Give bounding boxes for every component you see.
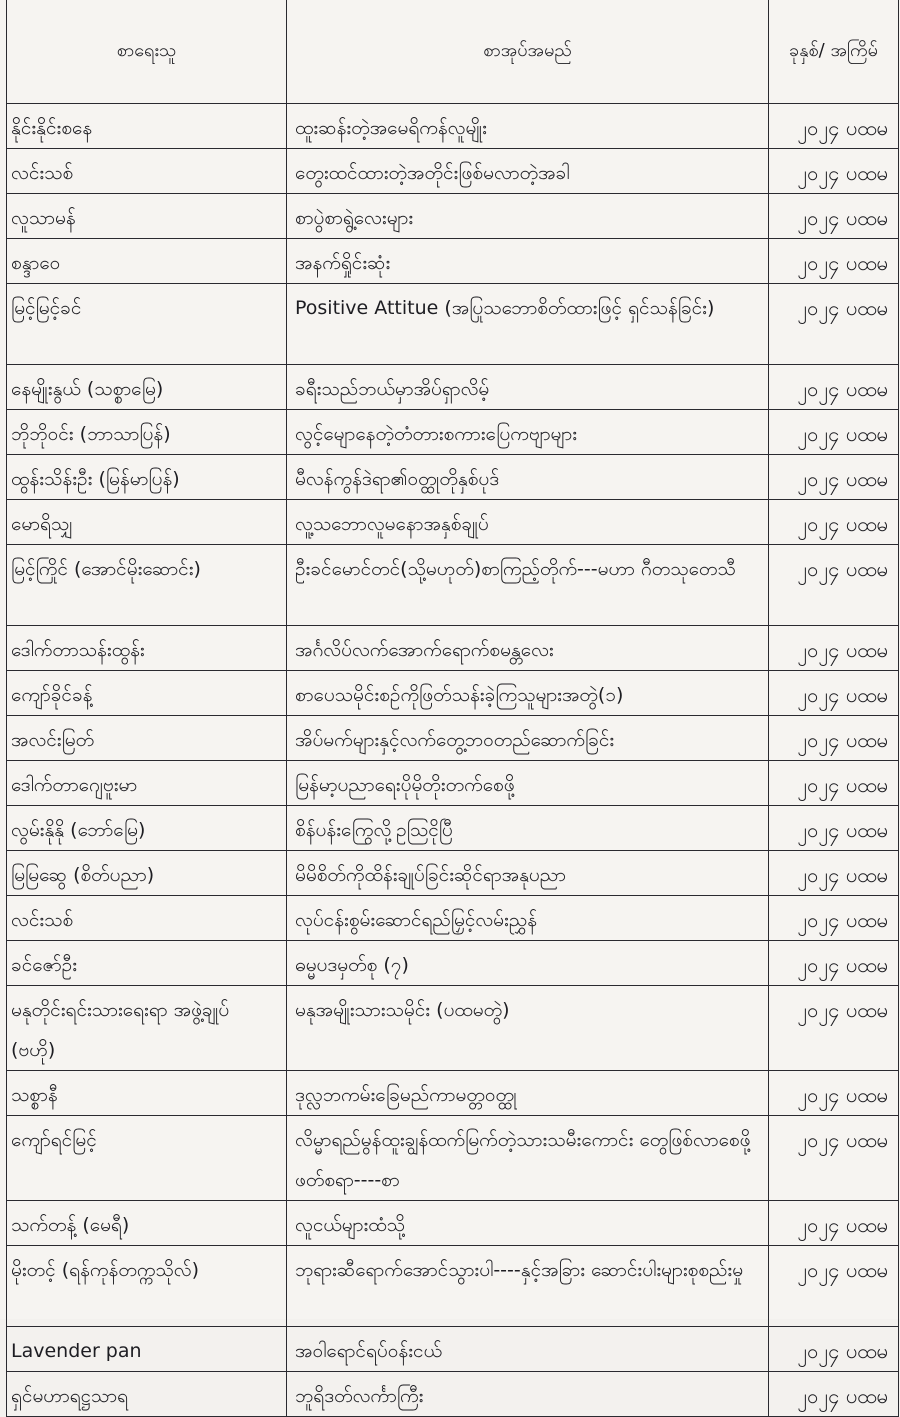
year-edition-cell: ၂၀၂၄ ပထမ	[769, 896, 899, 941]
table-row	[7, 284, 899, 365]
year-edition-cell: ၂၀၂၄ ပထမ	[769, 851, 899, 896]
table-row	[7, 194, 899, 239]
author-cell: မြမြဆွေ (စိတ်ပညာ)	[7, 851, 287, 896]
title-cell: တွေးထင်ထားတဲ့အတိုင်းဖြစ်မလာတဲ့အခါ	[287, 149, 769, 194]
title-cell: လူ့သဘောလူမနောအနှစ်ချုပ်	[287, 500, 769, 545]
header-year-edition: ခုနှစ်/ အကြိမ်	[769, 0, 899, 104]
author-cell: Lavender pan	[7, 1327, 287, 1372]
author-cell: မနုတိုင်းရင်းသားရေးရာ အဖွဲ့ချုပ် (ဗဟို)	[7, 986, 287, 1071]
title-cell: စာပွဲစာရွဲ့လေးများ	[287, 194, 769, 239]
author-cell: လူသာမန်	[7, 194, 287, 239]
title-cell: ဘုရားဆီရောက်အောင်သွားပါ----နှင့်အခြား ဆောင်းပါးများစုစည်းမှု	[287, 1246, 769, 1327]
table-row	[7, 986, 899, 1071]
table-row	[7, 1071, 899, 1116]
table-row	[7, 239, 899, 284]
table-row	[7, 1246, 899, 1327]
table-row	[7, 410, 899, 455]
year-edition-cell: ၂၀၂၄ ပထမ	[769, 284, 899, 365]
author-cell: မောရိသျှ	[7, 500, 287, 545]
header-title: စာအုပ်အမည်	[287, 0, 769, 104]
year-edition-cell: ၂၀၂၄ ပထမ	[769, 239, 899, 284]
title-cell: စိန်ပန်းကြွေလို့ဥဩငိုပြီ	[287, 806, 769, 851]
table-row	[7, 1201, 899, 1246]
title-cell: လူငယ်များထံသို့	[287, 1201, 769, 1246]
title-cell: ခရီးသည်ဘယ်မှာအိပ်ရှာလိမ့်	[287, 365, 769, 410]
author-cell: လင်းသစ်	[7, 896, 287, 941]
title-cell: ဓမ္မပဒမှတ်စု (၇)	[287, 941, 769, 986]
author-cell: သစ္စာနီ	[7, 1071, 287, 1116]
author-cell: ရှင်မဟာရဋ္ဌသာရ	[7, 1372, 287, 1417]
table-row	[7, 896, 899, 941]
year-edition-cell: ၂၀၂၄ ပထမ	[769, 1327, 899, 1372]
year-edition-cell: ၂၀၂၄ ပထမ	[769, 455, 899, 500]
header-row	[7, 0, 899, 104]
table-row	[7, 500, 899, 545]
table-row	[7, 1116, 899, 1201]
table-row	[7, 806, 899, 851]
year-edition-cell: ၂၀၂၄ ပထမ	[769, 545, 899, 626]
title-cell: မီလန်ကွန်ဒဲရာ၏ဝတ္ထုတိုနှစ်ပုဒ်	[287, 455, 769, 500]
author-cell: နိုင်းနိုင်းစနေ	[7, 104, 287, 149]
year-edition-cell: ၂၀၂၄ ပထမ	[769, 149, 899, 194]
author-cell: ဒေါက်တာသန်းထွန်း	[7, 626, 287, 671]
author-cell: သက်တန့် (မေရီ)	[7, 1201, 287, 1246]
title-cell: အနက်ရှိုင်းဆုံး	[287, 239, 769, 284]
year-edition-cell: ၂၀၂၄ ပထမ	[769, 806, 899, 851]
title-cell: အင်္ဂလိပ်လက်အောက်ရောက်စမန္တလေး	[287, 626, 769, 671]
title-cell: ထူးဆန်းတဲ့အမေရိကန်လူမျိုး	[287, 104, 769, 149]
title-cell: အဝါရောင်ရပ်ဝန်းငယ်	[287, 1327, 769, 1372]
title-cell: မနုအမျိုးသားသမိုင်း (ပထမတွဲ)	[287, 986, 769, 1071]
table-row	[7, 851, 899, 896]
year-edition-cell: ၂၀၂၄ ပထမ	[769, 626, 899, 671]
table-row	[7, 716, 899, 761]
table-row	[7, 455, 899, 500]
author-cell: လင်းသစ်	[7, 149, 287, 194]
title-cell: ဒုလ္လဘကမ်းခြေမည်ကာမတ္တဝတ္ထု	[287, 1071, 769, 1116]
header-author: စာရေးသူ	[7, 0, 287, 104]
title-cell: မြန်မာ့ပညာရေးပိုမိုတိုးတက်စေဖို့	[287, 761, 769, 806]
author-cell: လွမ်းနိုနို (ဘော်မြေ)	[7, 806, 287, 851]
year-edition-cell: ၂၀၂၄ ပထမ	[769, 1201, 899, 1246]
book-list-table	[6, 0, 899, 1417]
table-row	[7, 941, 899, 986]
year-edition-cell: ၂၀၂၄ ပထမ	[769, 1116, 899, 1201]
year-edition-cell: ၂၀၂၄ ပထမ	[769, 1372, 899, 1417]
author-cell: အလင်းမြတ်	[7, 716, 287, 761]
author-cell: ဘိုဘိုဝင်း (ဘာသာပြန်)	[7, 410, 287, 455]
table-row	[7, 365, 899, 410]
table-row	[7, 626, 899, 671]
author-cell: မြင့်မြင့်ခင်	[7, 284, 287, 365]
year-edition-cell: ၂၀၂၄ ပထမ	[769, 410, 899, 455]
year-edition-cell: ၂၀၂၄ ပထမ	[769, 716, 899, 761]
title-cell: လွင့်မျောနေတဲ့တံတားစကားပြေကဗျာများ	[287, 410, 769, 455]
year-edition-cell: ၂၀၂၄ ပထမ	[769, 365, 899, 410]
table-row	[7, 545, 899, 626]
author-cell: နေမျိုးနွယ် (သစ္စာမြေ)	[7, 365, 287, 410]
title-cell: ဦးခင်မောင်တင်(သို့မဟုတ်)စာကြည့်တိုက်---မဟာ ဂီတသုတေသီ	[287, 545, 769, 626]
author-cell: ကျော်ရင်မြင့်	[7, 1116, 287, 1201]
author-cell: ခင်ဇော်ဦး	[7, 941, 287, 986]
year-edition-cell: ၂၀၂၄ ပထမ	[769, 761, 899, 806]
year-edition-cell: ၂၀၂၄ ပထမ	[769, 986, 899, 1071]
title-cell: Positive Attitue (အပြုသဘောစိတ်ထားဖြင့် ရှင်သန်ခြင်း)	[287, 284, 769, 365]
table-row	[7, 1372, 899, 1417]
table-row	[7, 149, 899, 194]
author-cell: ကျော်ခိုင်ခန့်	[7, 671, 287, 716]
author-cell: စန္ဒာဝေ	[7, 239, 287, 284]
year-edition-cell: ၂၀၂၄ ပထမ	[769, 104, 899, 149]
year-edition-cell: ၂၀၂၄ ပထမ	[769, 194, 899, 239]
table-row	[7, 671, 899, 716]
year-edition-cell: ၂၀၂၄ ပထမ	[769, 941, 899, 986]
year-edition-cell: ၂၀၂၄ ပထမ	[769, 1246, 899, 1327]
author-cell: မြင့်ကြိုင် (အောင်မိုးဆောင်း)	[7, 545, 287, 626]
title-cell: လုပ်ငန်းစွမ်းဆောင်ရည်မြှင့်လမ်းညွှန်	[287, 896, 769, 941]
table-row	[7, 761, 899, 806]
year-edition-cell: ၂၀၂၄ ပထမ	[769, 671, 899, 716]
author-cell: ထွန်းသိန်းဦး (မြန်မာပြန်)	[7, 455, 287, 500]
year-edition-cell: ၂၀၂၄ ပထမ	[769, 1071, 899, 1116]
title-cell: အိပ်မက်များနှင့်လက်တွေ့ဘဝတည်ဆောက်ခြင်း	[287, 716, 769, 761]
title-cell: စာပေသမိုင်းစဉ်ကိုဖြတ်သန်းခဲ့ကြသူများအတွဲ(၁)	[287, 671, 769, 716]
author-cell: မိုးတင့် (ရန်ကုန်တက္ကသိုလ်)	[7, 1246, 287, 1327]
author-cell: ဒေါက်တာဂျေဗူးမာ	[7, 761, 287, 806]
year-edition-cell: ၂၀၂၄ ပထမ	[769, 500, 899, 545]
title-cell: လိမ္မာရည်မွန်ထူးချွန်ထက်မြက်တဲ့သားသမီးကောင်း တွေဖြစ်လာစေဖို့ဖတ်စရာ----စာ	[287, 1116, 769, 1201]
table-row	[7, 104, 899, 149]
table-row	[7, 1327, 899, 1372]
title-cell: မိမိစိတ်ကိုထိန်းချုပ်ခြင်းဆိုင်ရာအနုပညာ	[287, 851, 769, 896]
title-cell: ဘူရိဒတ်လင်္ကာကြီး	[287, 1372, 769, 1417]
